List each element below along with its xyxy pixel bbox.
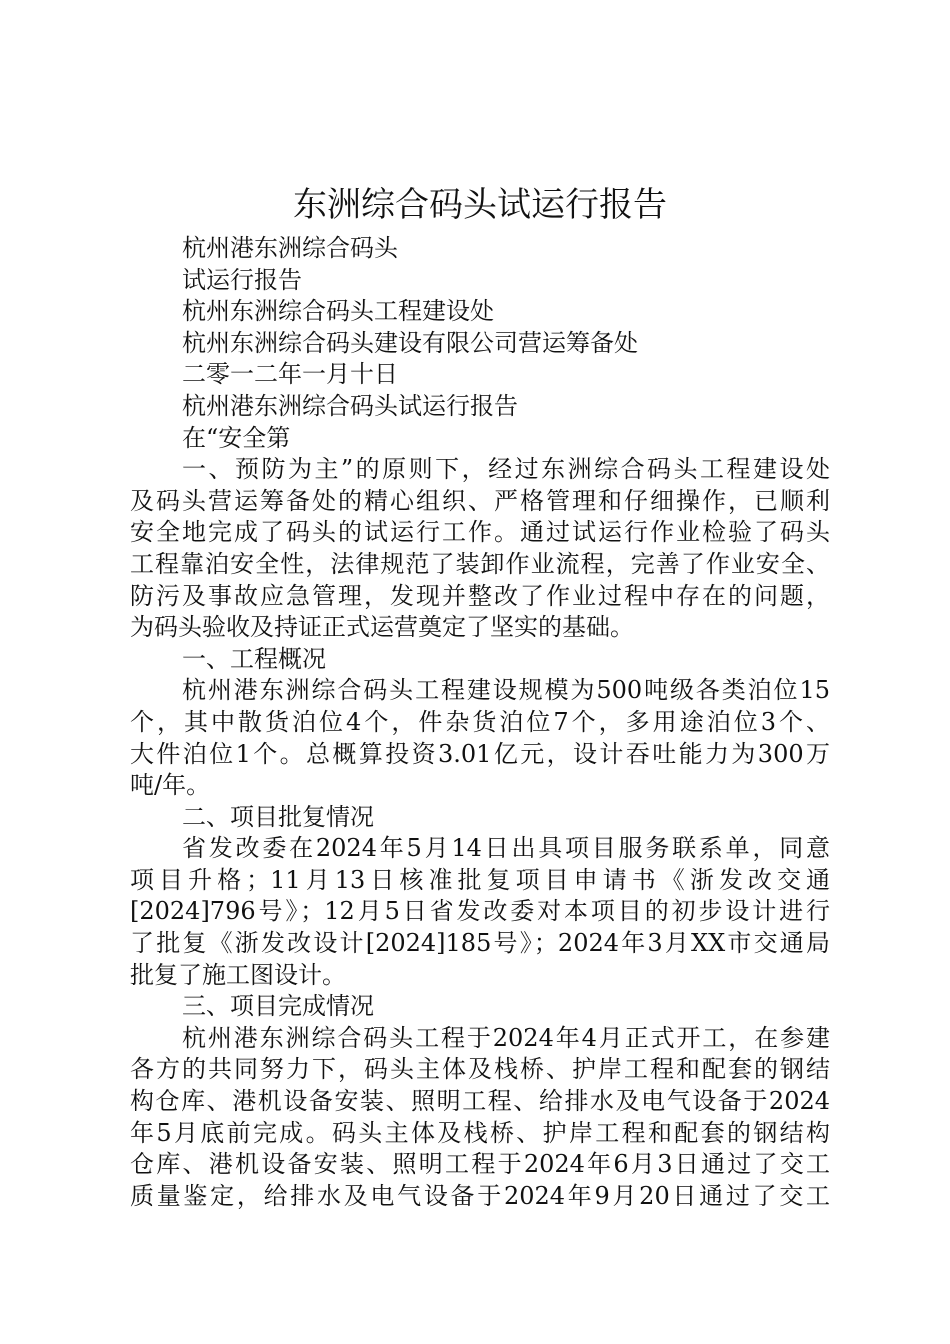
document-title: 东洲综合码头试运行报告 [293,185,667,225]
text-line: 仓库、港机设备安装、照明工程于2024年6月3日通过了交工 [130,1150,830,1179]
text-line: [2024]796号》；12月5日省发改委对本项目的初步设计进行 [130,897,830,926]
text-line: 各方的共同努力下，码头主体及栈桥、护岸工程和配套的钢结 [130,1055,830,1084]
text-line: 试运行报告 [182,265,302,294]
text-line: 杭州港东洲综合码头试运行报告 [182,391,518,420]
text-line: 安全地完成了码头的试运行工作。通过试运行作业检验了码头 [130,518,830,547]
text-line: 吨/年。 [130,771,211,800]
text-line: 工程靠泊安全性，法律规范了装卸作业流程，完善了作业安全、 [130,549,830,578]
text-line: 个，其中散货泊位4个，件杂货泊位7个，多用途泊位3个、 [130,707,830,736]
text-line: 了批复《浙发改设计[2024]185号》；2024年3月XX市交通局 [130,929,830,958]
text-line: 质量鉴定，给排水及电气设备于2024年9月20日通过了交工 [130,1181,830,1210]
text-line: 大件泊位1个。总概算投资3.01亿元，设计吞吐能力为300万 [130,739,830,768]
text-line: 在“安全第 [182,423,291,452]
text-line: 为码头验收及持证正式运营奠定了坚实的基础。 [130,613,634,642]
text-line: 年5月底前完成。码头主体及栈桥、护岸工程和配套的钢结构 [130,1118,830,1147]
text-line: 杭州港东洲综合码头工程建设规模为500吨级各类泊位15 [182,676,830,705]
text-line: 项目升格；11月13日核准批复项目申请书《浙发改交通 [130,865,830,894]
text-line: 杭州东洲综合码头建设有限公司营运筹备处 [182,328,638,357]
text-line: 杭州港东洲综合码头工程于2024年4月正式开工，在参建 [182,1023,830,1052]
document-body [130,233,830,1212]
text-line: 及码头营运筹备处的精心组织、严格管理和仔细操作，已顺利 [130,486,830,515]
text-line: 省发改委在2024年5月14日出具项目服务联系单，同意 [182,834,830,863]
text-line: 一、预防为主”的原则下，经过东洲综合码头工程建设处 [182,455,830,484]
text-line: 构仓库、港机设备安装、照明工程、给排水及电气设备于2024 [130,1087,830,1116]
text-line: 杭州港东洲综合码头 [182,234,398,262]
text-line: 批复了施工图设计。 [130,960,346,989]
text-line: 三、项目完成情况 [182,992,374,1021]
text-line: 二零一二年一月十日 [182,360,398,389]
text-line: 防污及事故应急管理，发现并整改了作业过程中存在的问题， [130,581,830,610]
text-line: 二、项目批复情况 [182,802,374,831]
text-line: 杭州东洲综合码头工程建设处 [182,297,494,326]
text-line: 一、工程概况 [182,644,326,673]
